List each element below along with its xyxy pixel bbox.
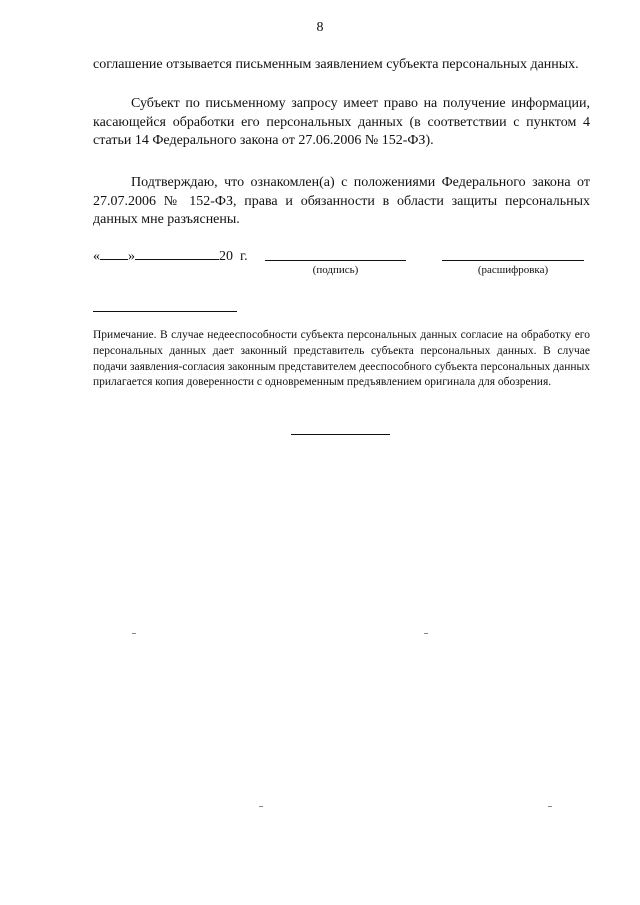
- footnote-note: Примечание. В случае недееспособности субъекта персональных данных согласие на обработку его персональных данных дает законный представитель субъекта персональных данных. В случае подачи заявления-согласия законным представителем дееспособного субъекта персональных данных прилагается копия доверенности с одновременным предъявлением оригинала для обозрения.: [93, 329, 590, 389]
- footnote-separator: [93, 311, 237, 312]
- scan-speck: [259, 806, 263, 807]
- decryption-caption: (расшифровка): [477, 264, 549, 276]
- scan-speck: [132, 633, 136, 634]
- month-blank: [135, 245, 219, 260]
- scan-speck: [424, 633, 428, 634]
- paragraph-right-to-information: Субъект по письменному запросу имеет право на получение информации, касающейся обработки его персональных данных (в соответствии с пунктом 4 статьи 14 Федерального закона от 27.06.2006 № 152-ФЗ).: [93, 96, 590, 148]
- year-suffix: г.: [240, 249, 248, 264]
- signature-caption: (подпись): [312, 264, 359, 276]
- year-prefix: 20: [219, 249, 233, 264]
- date-close-quote: »: [128, 249, 135, 264]
- scan-speck: [548, 806, 552, 807]
- page-number: 8: [316, 20, 324, 35]
- paragraph-consent-withdrawal: соглашение отзывается письменным заявлением субъекта персональных данных.: [93, 57, 579, 72]
- date-open-quote: «: [93, 249, 100, 264]
- end-of-document-rule: [291, 434, 390, 435]
- date-line: [93, 245, 248, 265]
- paragraph-confirmation: Подтверждаю, что ознакомлен(а) с положениями Федерального закона от 27.07.2006 № 152-ФЗ, права и обязанности в области защиты персональных данных мне разъяснены.: [93, 175, 590, 227]
- signature-line: [265, 260, 406, 261]
- day-blank: [100, 245, 128, 260]
- decryption-line: [442, 260, 584, 261]
